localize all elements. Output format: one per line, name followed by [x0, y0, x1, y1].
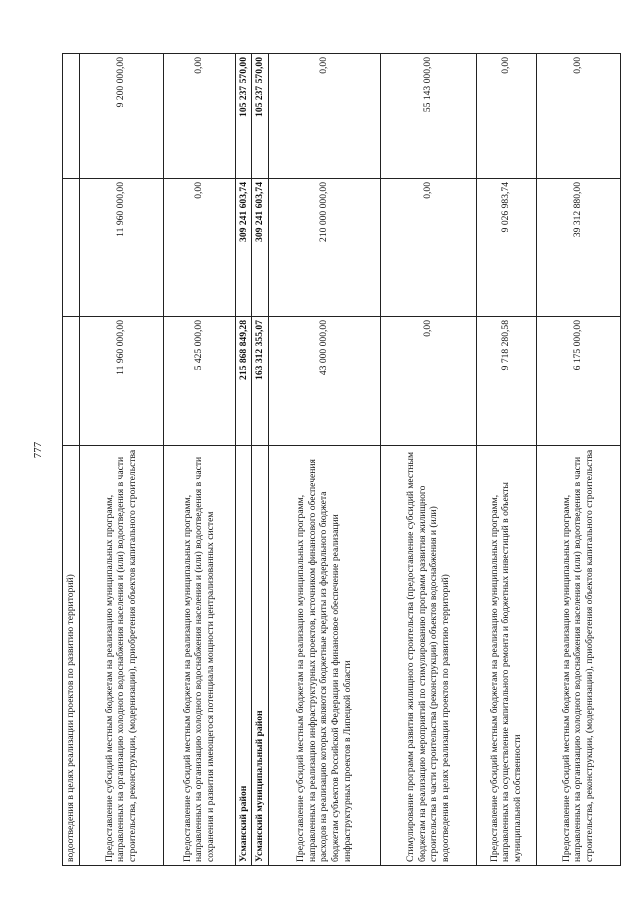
budget-table [62, 53, 621, 866]
value-cell-1: 163 312 355,07 [252, 317, 269, 446]
value-cell-1: 215 868 849,28 [235, 317, 252, 446]
table-row [536, 54, 620, 866]
value-cell-2: 11 960 000,00 [79, 179, 163, 317]
row-name-cell: Стимулирование программ развития жилищного строительства (предоставление субсидий местным бюджетам на реализацию мероприятий по стимулированию программ развития жилищного строительства в части строительства (реконструкции) объектов водоснабжения и (или) водоотведения в целях реализации проектов по развитию территорий) [380, 446, 476, 866]
value-cell-3: 0,00 [163, 54, 235, 179]
value-cell-3: 105 237 570,00 [235, 54, 252, 179]
table-row [163, 54, 235, 866]
value-cell-1: 9 718 280,58 [476, 317, 536, 446]
rotated-table-wrapper [62, 54, 596, 866]
row-name-cell: Предоставление субсидий местным бюджетам на реализацию муниципальных программ, направленных на организацию холодного водоснабжения населения и (или) водоотведения в части строительства, реконструкции, (модернизации), приобретения объектов капитального строительства [536, 446, 620, 866]
value-cell-1: 11 960 000,00 [79, 317, 163, 446]
table-row [79, 54, 163, 866]
value-cell-3: 105 237 570,00 [252, 54, 269, 179]
row-name-cell: Предоставление субсидий местным бюджетам на реализацию муниципальных программ, направленных на организацию холодного водоснабжения населения и (или) водоотведения в части строительства, реконструкции, (модернизации), приобретения объектов капитального строительства [79, 446, 163, 866]
page-number: 777 [32, 441, 44, 459]
table-row [252, 54, 269, 866]
row-name-cell: водоотведения в целях реализации проектов по развитию территорий) [63, 446, 80, 866]
table-body [63, 54, 621, 866]
value-cell-1 [63, 317, 80, 446]
value-cell-3 [63, 54, 80, 179]
table-row [235, 54, 252, 866]
value-cell-2: 39 312 880,00 [536, 179, 620, 317]
row-name-cell: Предоставление субсидий местным бюджетам на реализацию муниципальных программ, направленных на осуществление капитального ремонта и бюджетных инвестиций в объекты муниципальной собственности [476, 446, 536, 866]
row-name-cell: Предоставление субсидий местным бюджетам на реализацию муниципальных программ, направленных на организацию холодного водоснабжения населения и (или) водоотведения в части сохранения и развития имеющегося потенциала мощности централизованных систем [163, 446, 235, 866]
value-cell-3: 0,00 [268, 54, 380, 179]
table-row [268, 54, 380, 866]
table-row [380, 54, 476, 866]
value-cell-3: 0,00 [476, 54, 536, 179]
value-cell-2: 0,00 [163, 179, 235, 317]
value-cell-1: 43 000 000,00 [268, 317, 380, 446]
value-cell-2: 0,00 [380, 179, 476, 317]
value-cell-2: 309 241 603,74 [252, 179, 269, 317]
table-row [476, 54, 536, 866]
value-cell-2: 309 241 603,74 [235, 179, 252, 317]
value-cell-2: 9 026 983,74 [476, 179, 536, 317]
row-name-cell: Предоставление субсидий местным бюджетам на реализацию муниципальных программ, направленных на реализацию инфраструктурных проектов, источником финансового обеспечения расходов на реализацию которых являются бюджетные кредиты из федерального бюджета бюджетам субъектов Российской Федерации на финансовое обеспечение реализации инфраструктурных проектов в Липецкой области [268, 446, 380, 866]
row-name-cell: Усманский муниципальный район [252, 446, 269, 866]
value-cell-1: 0,00 [380, 317, 476, 446]
value-cell-3: 55 143 000,00 [380, 54, 476, 179]
row-name-cell: Усманский район [235, 446, 252, 866]
value-cell-2 [63, 179, 80, 317]
value-cell-1: 6 175 000,00 [536, 317, 620, 446]
table-row [63, 54, 80, 866]
value-cell-1: 5 425 000,00 [163, 317, 235, 446]
value-cell-3: 9 200 000,00 [79, 54, 163, 179]
value-cell-2: 210 000 000,00 [268, 179, 380, 317]
value-cell-3: 0,00 [536, 54, 620, 179]
